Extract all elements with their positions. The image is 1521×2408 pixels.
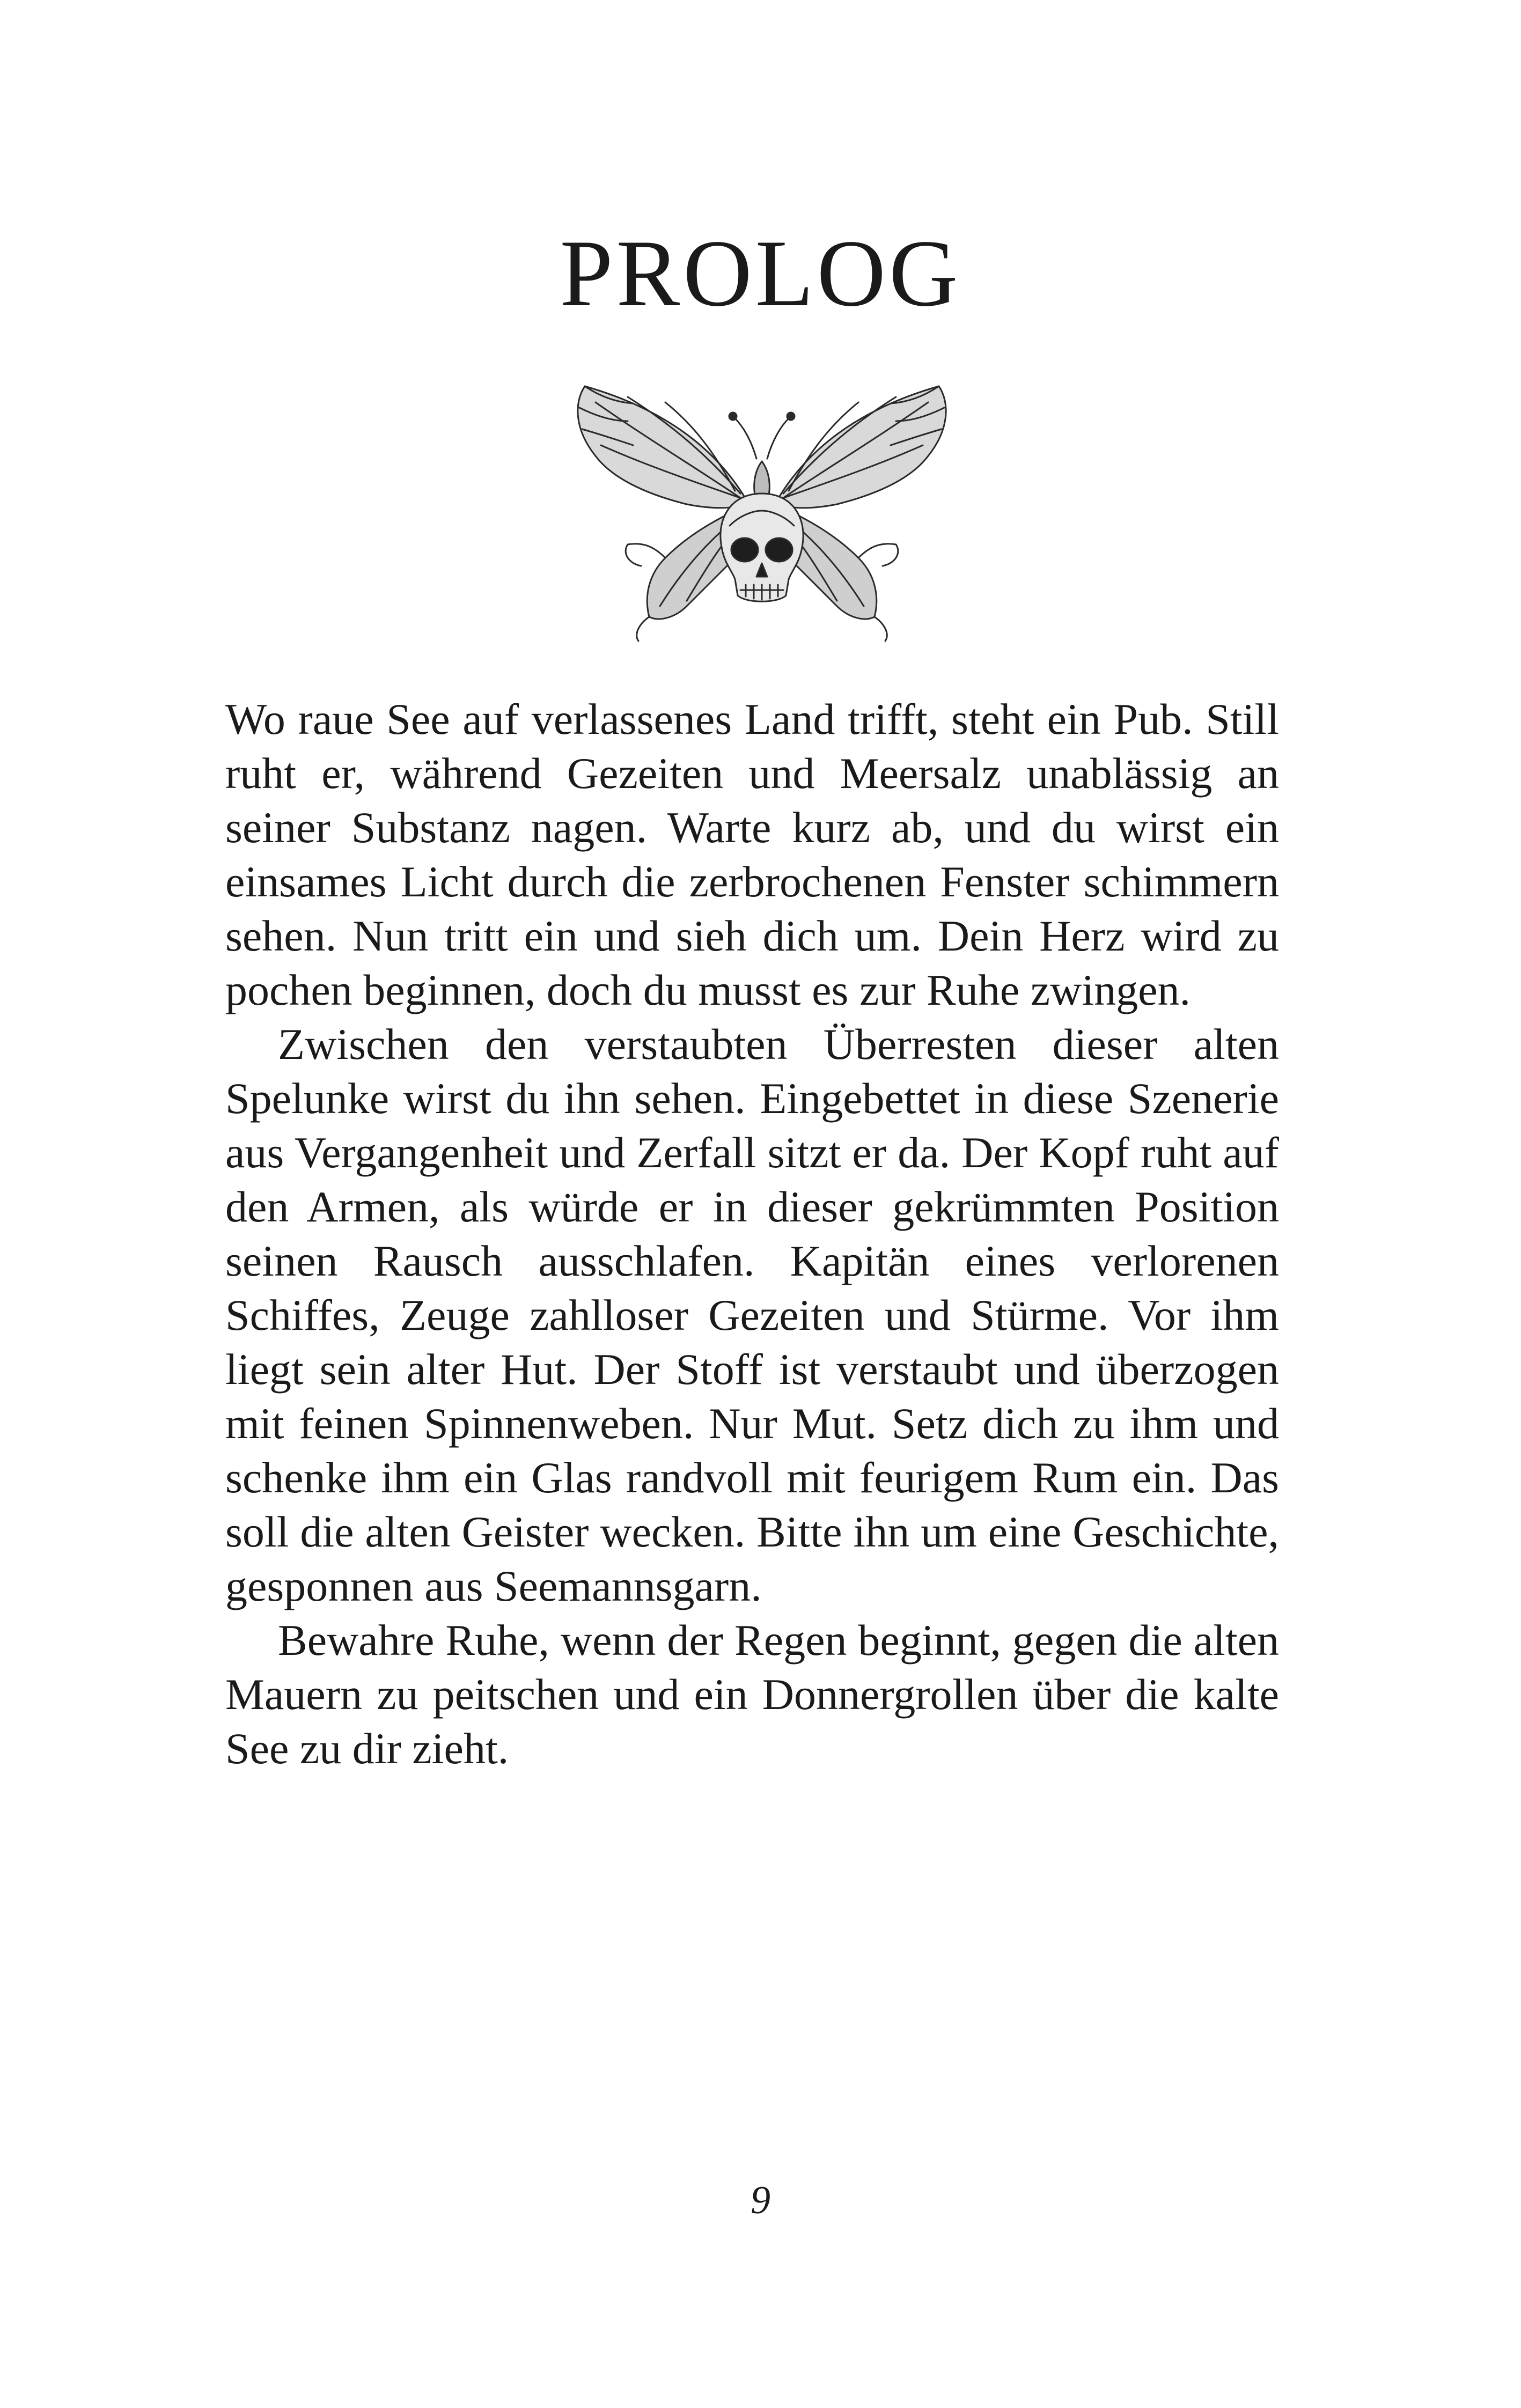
chapter-title: PROLOG xyxy=(560,220,961,326)
paragraph: Wo raue See auf verlassenes Land trifft, steht ein Pub. Still ruht er, während Gezeiten und Meersalz unablässig an seiner Substanz nagen. Warte kurz ab, und du wirst ein einsames Licht durch die zerbrochenen Fenster schimmern sehen. Nun tritt ein und sieh dich um. Dein Herz wird zu pochen beginnen, doch du musst es zur Ruhe zwingen. xyxy=(225,695,1279,1014)
prologue-text xyxy=(225,692,1279,1776)
paragraph: Bewahre Ruhe, wenn der Regen beginnt, gegen die alten Mauern zu peitschen und ein Donnergrollen über die kalte See zu dir zieht. xyxy=(225,1616,1279,1773)
paragraph: Zwischen den verstaubten Überresten dieser alten Spelunke wirst du ihn sehen. Eingebettet in diese Szenerie aus Vergangenheit und Zerfall sitzt er da. Der Kopf ruht auf den Armen, als würde er in dieser gekrümmten Position seinen Rausch ausschlafen. Kapitän eines verlorenen Schiffes, Zeuge zahlloser Gezeiten und Stürme. Vor ihm liegt sein alter Hut. Der Stoff ist verstaubt und überzogen mit feinen Spinnenweben. Nur Mut. Setz dich zu ihm und schenke ihm ein Glas randvoll mit feurigem Rum ein. Das soll die alten Geister wecken. Bitte ihn um eine Geschichte, gesponnen aus Seemannsgarn. xyxy=(225,1020,1279,1610)
skull-butterfly-icon xyxy=(553,365,971,644)
page-number: 9 xyxy=(751,2178,770,2222)
